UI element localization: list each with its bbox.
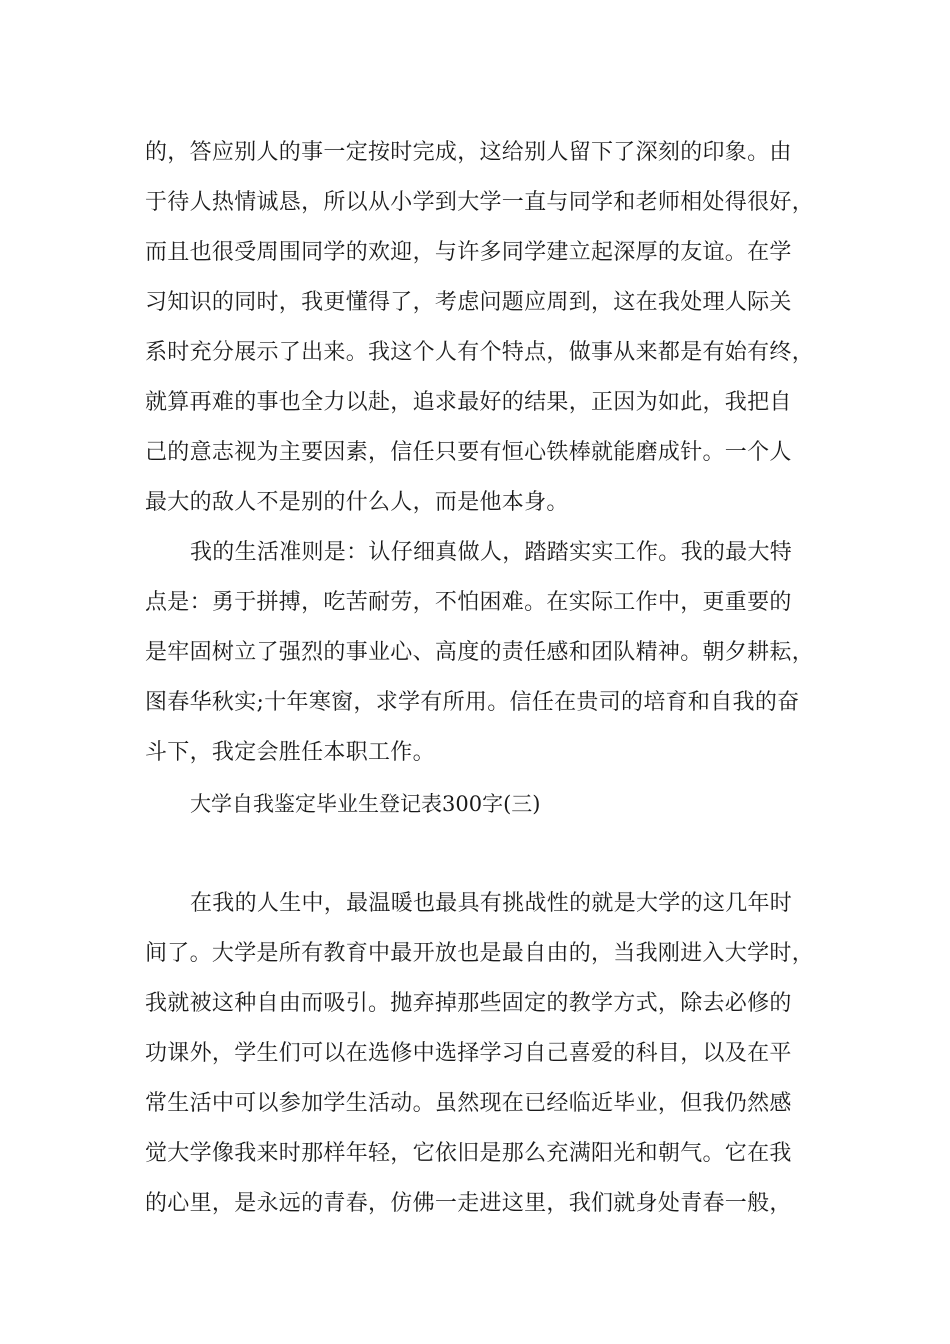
paragraph-line: 习知识的同时，我更懂得了，考虑问题应周到，这在我处理人际关 (145, 290, 792, 315)
paragraph-line: 就算再难的事也全力以赴，追求最好的结果，正因为如此，我把自 (145, 390, 792, 415)
paragraph-line: 系时充分展示了出来。我这个人有个特点，做事从来都是有始有终， (145, 340, 815, 365)
paragraph-line: 功课外，学生们可以在选修中选择学习自己喜爱的科目，以及在平 (145, 1041, 792, 1066)
section-heading: 大学自我鉴定毕业生登记表300字(三) (190, 792, 541, 816)
paragraph-line: 我就被这种自由而吸引。抛弃掉那些固定的教学方式，除去必修的 (145, 991, 792, 1016)
paragraph-line: 图春华秋实;十年寒窗，求学有所用。信任在贵司的培育和自我的奋 (145, 690, 800, 715)
paragraph-line: 的，答应别人的事一定按时完成，这给别人留下了深刻的印象。由 (145, 140, 792, 165)
paragraph-line: 点是：勇于拼搏，吃苦耐劳，不怕困难。在实际工作中，更重要的 (145, 590, 792, 615)
paragraph-line: 最大的敌人不是别的什么人，而是他本身。 (145, 490, 569, 515)
paragraph-line: 我的生活准则是：认仔细真做人，踏踏实实工作。我的最大特 (190, 540, 793, 565)
paragraph-line: 而且也很受周围同学的欢迎，与许多同学建立起深厚的友谊。在学 (145, 240, 792, 265)
paragraph-line: 常生活中可以参加学生活动。虽然现在已经临近毕业，但我仍然感 (145, 1091, 792, 1116)
paragraph-line: 是牢固树立了强烈的事业心、高度的责任感和团队精神。朝夕耕耘， (145, 640, 815, 665)
paragraph-line: 的心里，是永远的青春，仿佛一走进这里，我们就身处青春一般， (145, 1191, 792, 1216)
paragraph-line: 在我的人生中，最温暖也最具有挑战性的就是大学的这几年时 (190, 891, 793, 916)
paragraph-line: 己的意志视为主要因素，信任只要有恒心铁棒就能磨成针。一个人 (145, 440, 792, 465)
paragraph-line: 于待人热情诚恳，所以从小学到大学一直与同学和老师相处得很好， (145, 190, 815, 215)
paragraph-line: 间了。大学是所有教育中最开放也是最自由的，当我刚进入大学时， (145, 941, 815, 966)
paragraph-line: 斗下，我定会胜任本职工作。 (145, 740, 435, 765)
paragraph-line: 觉大学像我来时那样年轻，它依旧是那么充满阳光和朝气。它在我 (145, 1141, 792, 1166)
